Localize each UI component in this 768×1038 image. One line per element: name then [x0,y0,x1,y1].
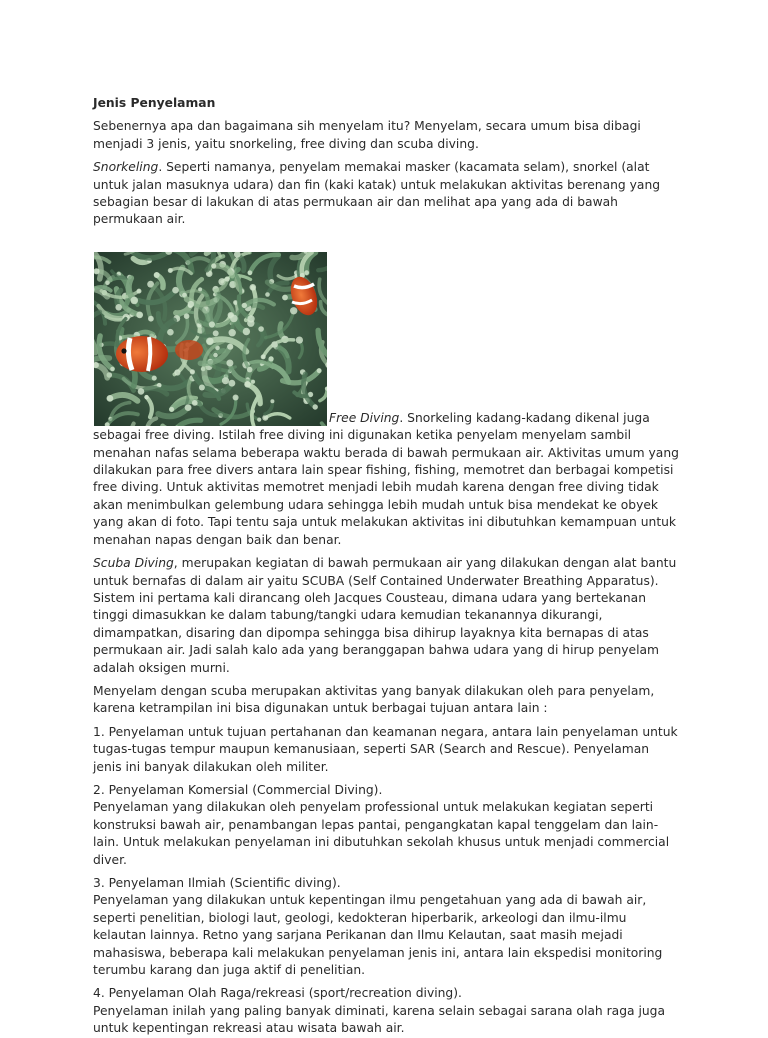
list-item-1 [93,724,680,776]
list-item-3 [93,875,680,979]
scuba-diving-term: Scuba Diving [93,556,174,570]
snorkeling-text: . Seperti namanya, penyelam memakai masker (kacamata selam), snorkel (alat untuk jalan masuknya udara) dan fin (kaki katak) untuk melakukan aktivitas berenang yang sebagian besar di lakukan di atas permukaan air dan melihat apa yang ada di bawah permukaan air. [93,160,660,226]
free-diving-term: Free Diving [329,411,399,425]
list-item-4 [93,985,680,1037]
free-diving-text: . Snorkeling kadang-kadang dikenal juga sebagai free diving. Istilah free diving ini digunakan ketika penyelam menyelam sambil menahan nafas selama beberapa waktu berada di bawah permukaan air. Aktivitas umum yang dilakukan para free divers antara lain spear fishing, fishing, memotret dan berbagai kompetisi free diving. Untuk aktivitas memotret menjadi lebih mudah karena dengan free diving tidak akan menimbulkan gelembung udara sehingga lebih mudah untuk bisa mendekat ke obyek yang akan di foto. Tapi tentu saja untuk melakukan aktivitas ini dibutuhkan kemampuan untuk menahan napas dengan baik dan benar. [93,411,679,547]
list-item-3-body: Penyelaman yang dilakukan untuk kepentingan ilmu pengetahuan yang ada di bawah air, seperti penelitian, biologi laut, geologi, kedokteran hiperbarik, arkeologi dan ilmu-ilmu kelautan lainnya. Retno yang sarjana Perikanan dan Ilmu Kelautan, saat masih mejadi mahasiswa, beberapa kali melakukan penyelaman jenis ini, antara lain ekspedisi monitoring terumbu karang dan juga aktif di penelitian. [93,893,662,977]
list-item-2 [93,782,680,869]
list-item-2-body: Penyelaman yang dilakukan oleh penyelam professional untuk melakukan kegiatan seperti konstruksi bawah air, penambangan lepas pantai, pengangkatan kapal tenggelam dan lain-lain. Untuk melakukan penyelaman ini dibutuhkan sekolah khusus untuk menjadi commercial diver. [93,800,669,866]
snorkeling-paragraph [93,159,680,229]
scuba-diving-text: , merupakan kegiatan di bawah permukaan air yang dilakukan dengan alat bantu untuk bernafas di dalam air yaitu SCUBA (Self Contained Underwater Breathing Apparatus). Sistem ini pertama kali dirancang oleh Jacques Cousteau, dimana udara yang bertekanan tinggi dimasukkan ke dalam tabung/tangki udara kemudian tekanannya dikurangi, dimampatkan, disaring dan dipompa sehingga bisa dihirup layaknya kita bernapas di atas permukaan air. Jadi salah kalo ada yang beranggapan bahwa udara yang di hirup penyelam adalah oksigen murni. [93,556,676,674]
list-item-2-title: 2. Penyelaman Komersial (Commercial Diving). [93,783,382,797]
blank-line [93,235,680,252]
clownfish-anemone-photo [94,252,327,426]
section-heading: Jenis Penyelaman [93,95,680,112]
scuba-use-paragraph: Menyelam dengan scuba merupakan aktivitas yang banyak dilakukan oleh para penyelam, karena ketrampilan ini bisa digunakan untuk berbagai tujuan antara lain : [93,683,680,718]
list-item-3-title: 3. Penyelaman Ilmiah (Scientific diving). [93,876,341,890]
clownfish-left [116,336,168,372]
scuba-diving-paragraph [93,555,680,677]
list-item-1-title: 1. Penyelaman untuk tujuan pertahanan dan keamanan negara, antara lain penyelaman untuk tugas-tugas tempur maupun kemanusiaan, seperti SAR (Search and Rescue). Penyelaman jenis ini banyak dilakukan oleh militer. [93,725,678,774]
list-item-4-title: 4. Penyelaman Olah Raga/rekreasi (sport/recreation diving). [93,986,462,1000]
list-item-4-body: Penyelaman inilah yang paling banyak diminati, karena selain sebagai sarana olah raga juga untuk kepentingan rekreasi atau wisata bawah air. [93,1004,665,1035]
intro-paragraph: Sebenernya apa dan bagaimana sih menyelam itu? Menyelam, secara umum bisa dibagi menjadi 3 jenis, yaitu snorkeling, free diving dan scuba diving. [93,118,680,153]
clownfish-middle [175,340,203,360]
snorkeling-term: Snorkeling [93,160,158,174]
